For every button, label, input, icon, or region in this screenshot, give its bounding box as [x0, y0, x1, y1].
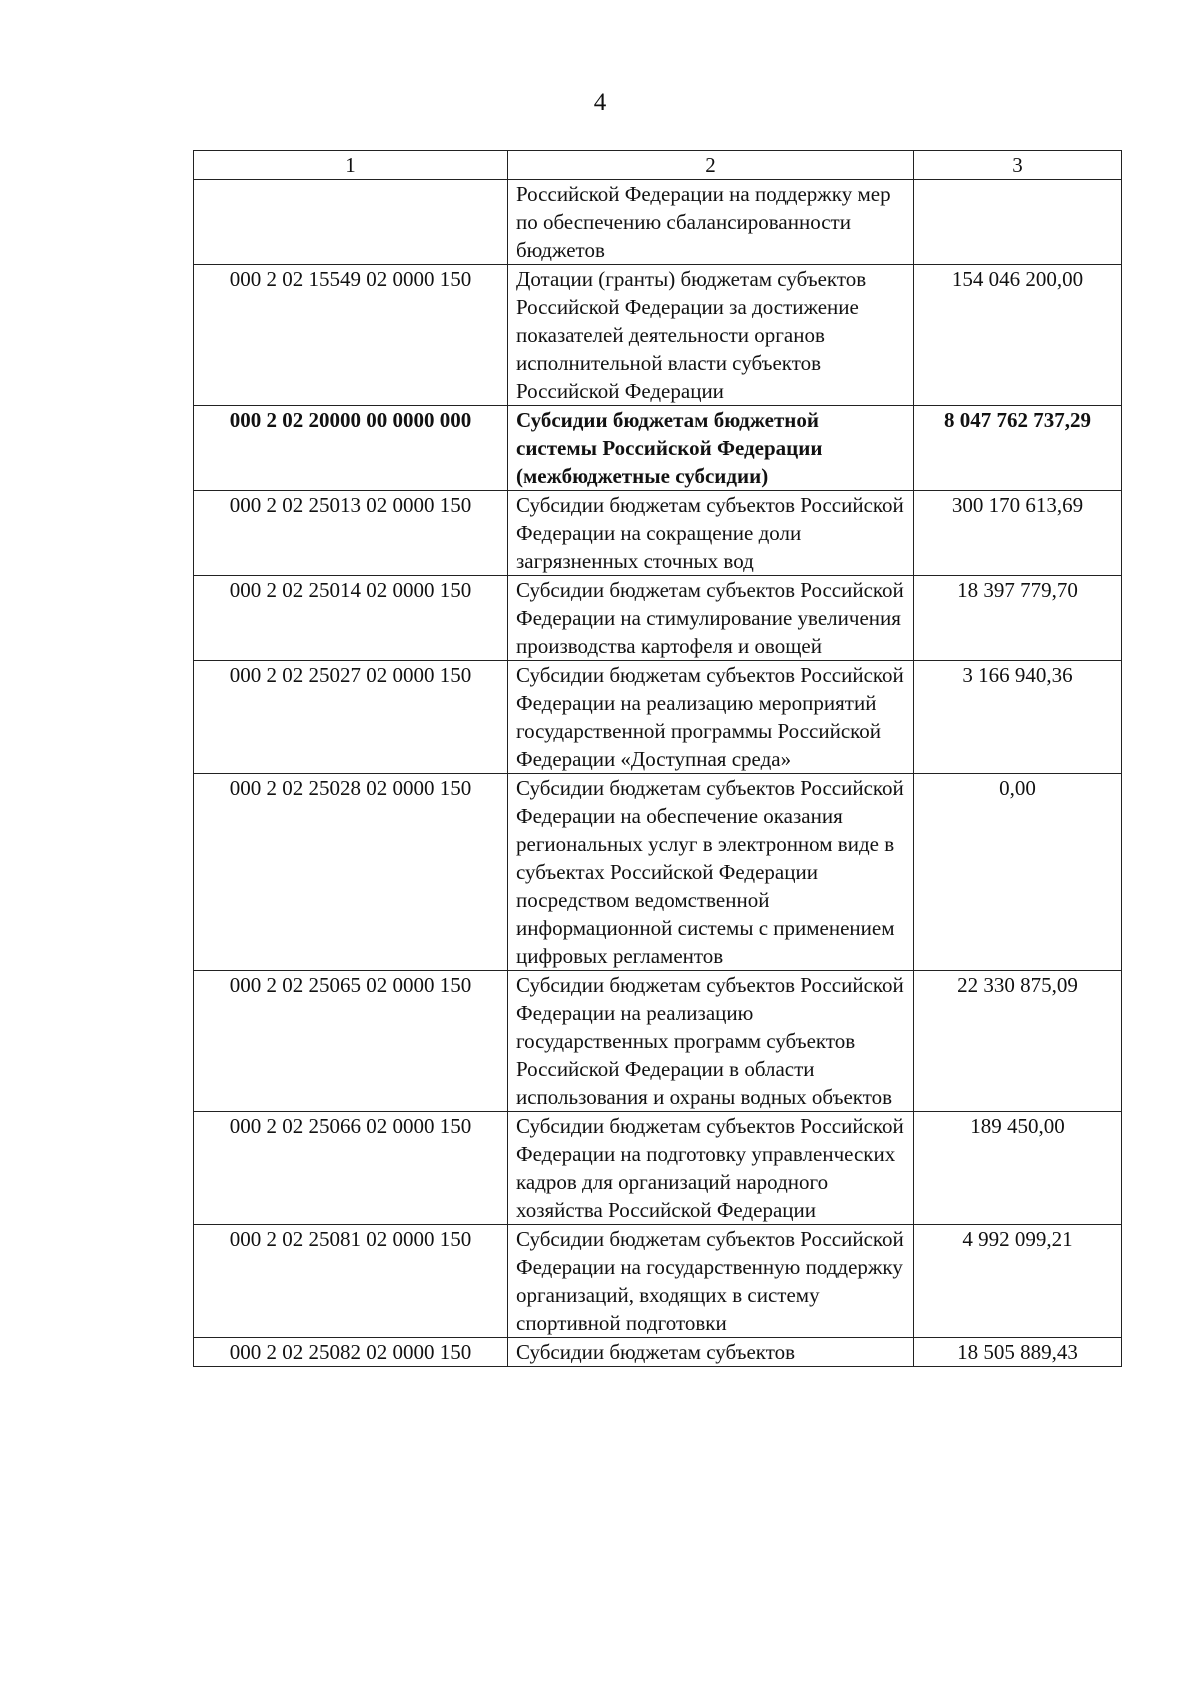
table-row: [194, 180, 1122, 265]
row-name: Субсидии бюджетам субъектов Российской Федерации на подготовку управленческих кадров для организаций народного хозяйства Российской Федерации: [508, 1112, 914, 1225]
table-row: [194, 1112, 1122, 1225]
row-code: 000 2 02 25027 02 0000 150: [194, 661, 508, 774]
row-sum: 3 166 940,36: [914, 661, 1122, 774]
row-sum: 189 450,00: [914, 1112, 1122, 1225]
column-header-sum: 3: [914, 151, 1122, 180]
budget-table: [193, 150, 1122, 1367]
row-code: 000 2 02 25013 02 0000 150: [194, 491, 508, 576]
row-sum: 4 992 099,21: [914, 1225, 1122, 1338]
column-header-code: 1: [194, 151, 508, 180]
row-name: Субсидии бюджетам субъектов Российской Федерации на реализацию государственных программ субъектов Российской Федерации в области использования и охраны водных объектов: [508, 971, 914, 1112]
row-sum: 18 397 779,70: [914, 576, 1122, 661]
row-code: [194, 180, 508, 265]
row-name: Субсидии бюджетам субъектов: [508, 1338, 914, 1367]
row-sum: 18 505 889,43: [914, 1338, 1122, 1367]
row-name: Российской Федерации на поддержку мер по обеспечению сбалансированности бюджетов: [508, 180, 914, 265]
column-header-name: 2: [508, 151, 914, 180]
row-code: 000 2 02 25066 02 0000 150: [194, 1112, 508, 1225]
row-name: Дотации (гранты) бюджетам субъектов Российской Федерации за достижение показателей деятельности органов исполнительной власти субъектов Российской Федерации: [508, 265, 914, 406]
table-row: [194, 265, 1122, 406]
row-sum: 0,00: [914, 774, 1122, 971]
row-sum: 154 046 200,00: [914, 265, 1122, 406]
table-row: [194, 491, 1122, 576]
table-row: [194, 1338, 1122, 1367]
row-sum: 300 170 613,69: [914, 491, 1122, 576]
table-row: [194, 576, 1122, 661]
row-name: Субсидии бюджетам субъектов Российской Федерации на сокращение доли загрязненных сточных вод: [508, 491, 914, 576]
row-name: Субсидии бюджетам субъектов Российской Федерации на реализацию мероприятий государственной программы Российской Федерации «Доступная среда»: [508, 661, 914, 774]
table-header-row: [194, 151, 1122, 180]
table-row: [194, 661, 1122, 774]
table-row-total: [194, 406, 1122, 491]
row-code: 000 2 02 25082 02 0000 150: [194, 1338, 508, 1367]
row-sum: 8 047 762 737,29: [914, 406, 1122, 491]
row-name: Субсидии бюджетам бюджетной системы Российской Федерации (межбюджетные субсидии): [508, 406, 914, 491]
row-code: 000 2 02 25014 02 0000 150: [194, 576, 508, 661]
row-sum: 22 330 875,09: [914, 971, 1122, 1112]
table-row: [194, 971, 1122, 1112]
row-name: Субсидии бюджетам субъектов Российской Федерации на обеспечение оказания региональных услуг в электронном виде в субъектах Российской Федерации посредством ведомственной информационной системы с применением цифровых регламентов: [508, 774, 914, 971]
row-name: Субсидии бюджетам субъектов Российской Федерации на стимулирование увеличения производства картофеля и овощей: [508, 576, 914, 661]
row-code: 000 2 02 20000 00 0000 000: [194, 406, 508, 491]
row-sum: [914, 180, 1122, 265]
row-code: 000 2 02 25081 02 0000 150: [194, 1225, 508, 1338]
row-name: Субсидии бюджетам субъектов Российской Федерации на государственную поддержку организаций, входящих в систему спортивной подготовки: [508, 1225, 914, 1338]
table-row: [194, 774, 1122, 971]
row-code: 000 2 02 25028 02 0000 150: [194, 774, 508, 971]
table-row: [194, 1225, 1122, 1338]
row-code: 000 2 02 15549 02 0000 150: [194, 265, 508, 406]
row-code: 000 2 02 25065 02 0000 150: [194, 971, 508, 1112]
page-number: 4: [593, 89, 607, 116]
